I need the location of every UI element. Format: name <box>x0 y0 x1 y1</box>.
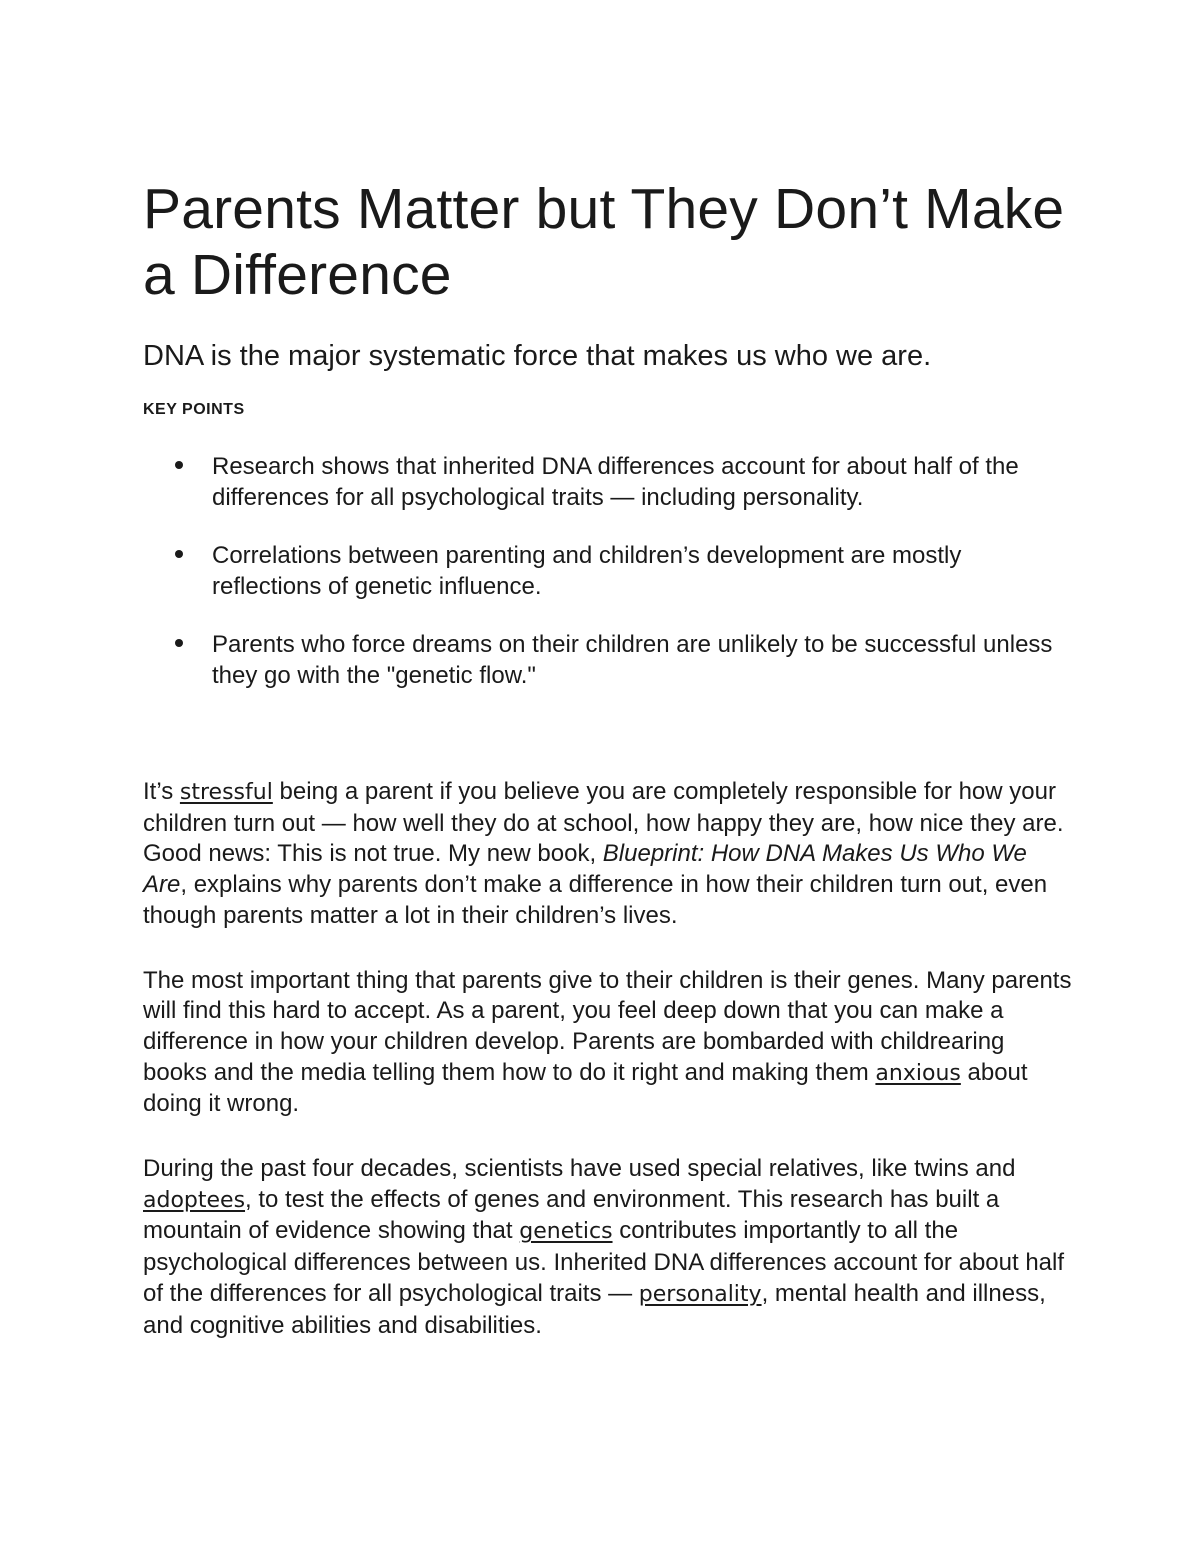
key-points-list <box>143 452 1073 691</box>
key-point-text: Parents who force dreams on their children are unlikely to be successful unless they go with the "genetic flow." <box>212 631 1053 689</box>
paragraph-text: contributes importantly to all the psychological differences between us. Inherited DNA differences account for about half of the differences for all psychological traits — <box>143 1217 1065 1307</box>
key-points-heading: KEY POINTS <box>143 401 245 418</box>
paragraph-text: , explains why parents don’t make a difference in how their children turn out, even though parents matter a lot in their children’s lives. <box>143 871 1048 929</box>
paragraph-text: During the past four decades, scientists have used special relatives, like twins and <box>143 1155 1016 1183</box>
key-point-item <box>143 541 1073 602</box>
bullet-icon <box>175 639 183 647</box>
key-point-text: Correlations between parenting and children’s development are mostly reflections of genetic influence. <box>212 542 962 600</box>
subtitle: DNA is the major systematic force that makes us who we are. <box>143 340 932 372</box>
link-genetics[interactable]: genetics <box>519 1219 613 1245</box>
paragraph-3 <box>143 1154 1073 1341</box>
bullet-icon <box>175 461 183 469</box>
key-point-text: Research shows that inherited DNA differences account for about half of the differences for all psychological traits — including personality. <box>212 453 1019 511</box>
book-title: Blueprint: How DNA Makes Us Who We Are <box>143 840 1027 899</box>
paragraph-text: about doing it wrong. <box>143 1058 1028 1118</box>
link-adoptees[interactable]: adoptees <box>143 1187 246 1213</box>
page-title: Parents Matter but They Don’t Make a Difference <box>143 177 1065 307</box>
link-anxious[interactable]: anxious <box>875 1060 961 1086</box>
article <box>143 176 1073 1341</box>
paragraph-1 <box>143 777 1073 932</box>
paragraph-text: , to test the effects of genes and environment. This research has built a mountain of evidence showing that <box>143 1185 1000 1245</box>
paragraph-text: The most important thing that parents give to their children is their genes. Many parents will find this hard to accept. As a parent, you feel deep down that you can make a difference in how your children develop. Parents are bombarded with childrearing books and the media telling them how to do it right and making them <box>143 966 1072 1086</box>
paragraph-2 <box>143 966 1073 1121</box>
key-point-item <box>143 452 1073 513</box>
bullet-icon <box>175 550 183 558</box>
paragraph-text: being a parent if you believe you are completely responsible for how your children turn out — how well they do at school, how happy they are, how nice they are. Good news: This is not true. My new book, <box>143 778 1064 868</box>
link-personality[interactable]: personality <box>638 1281 762 1307</box>
paragraph-text: It’s <box>143 778 180 805</box>
paragraph-text: , mental health and illness, and cognitive abilities and disabilities. <box>143 1279 1046 1339</box>
link-stressful[interactable]: stressful <box>179 780 273 805</box>
key-point-item <box>143 630 1073 691</box>
